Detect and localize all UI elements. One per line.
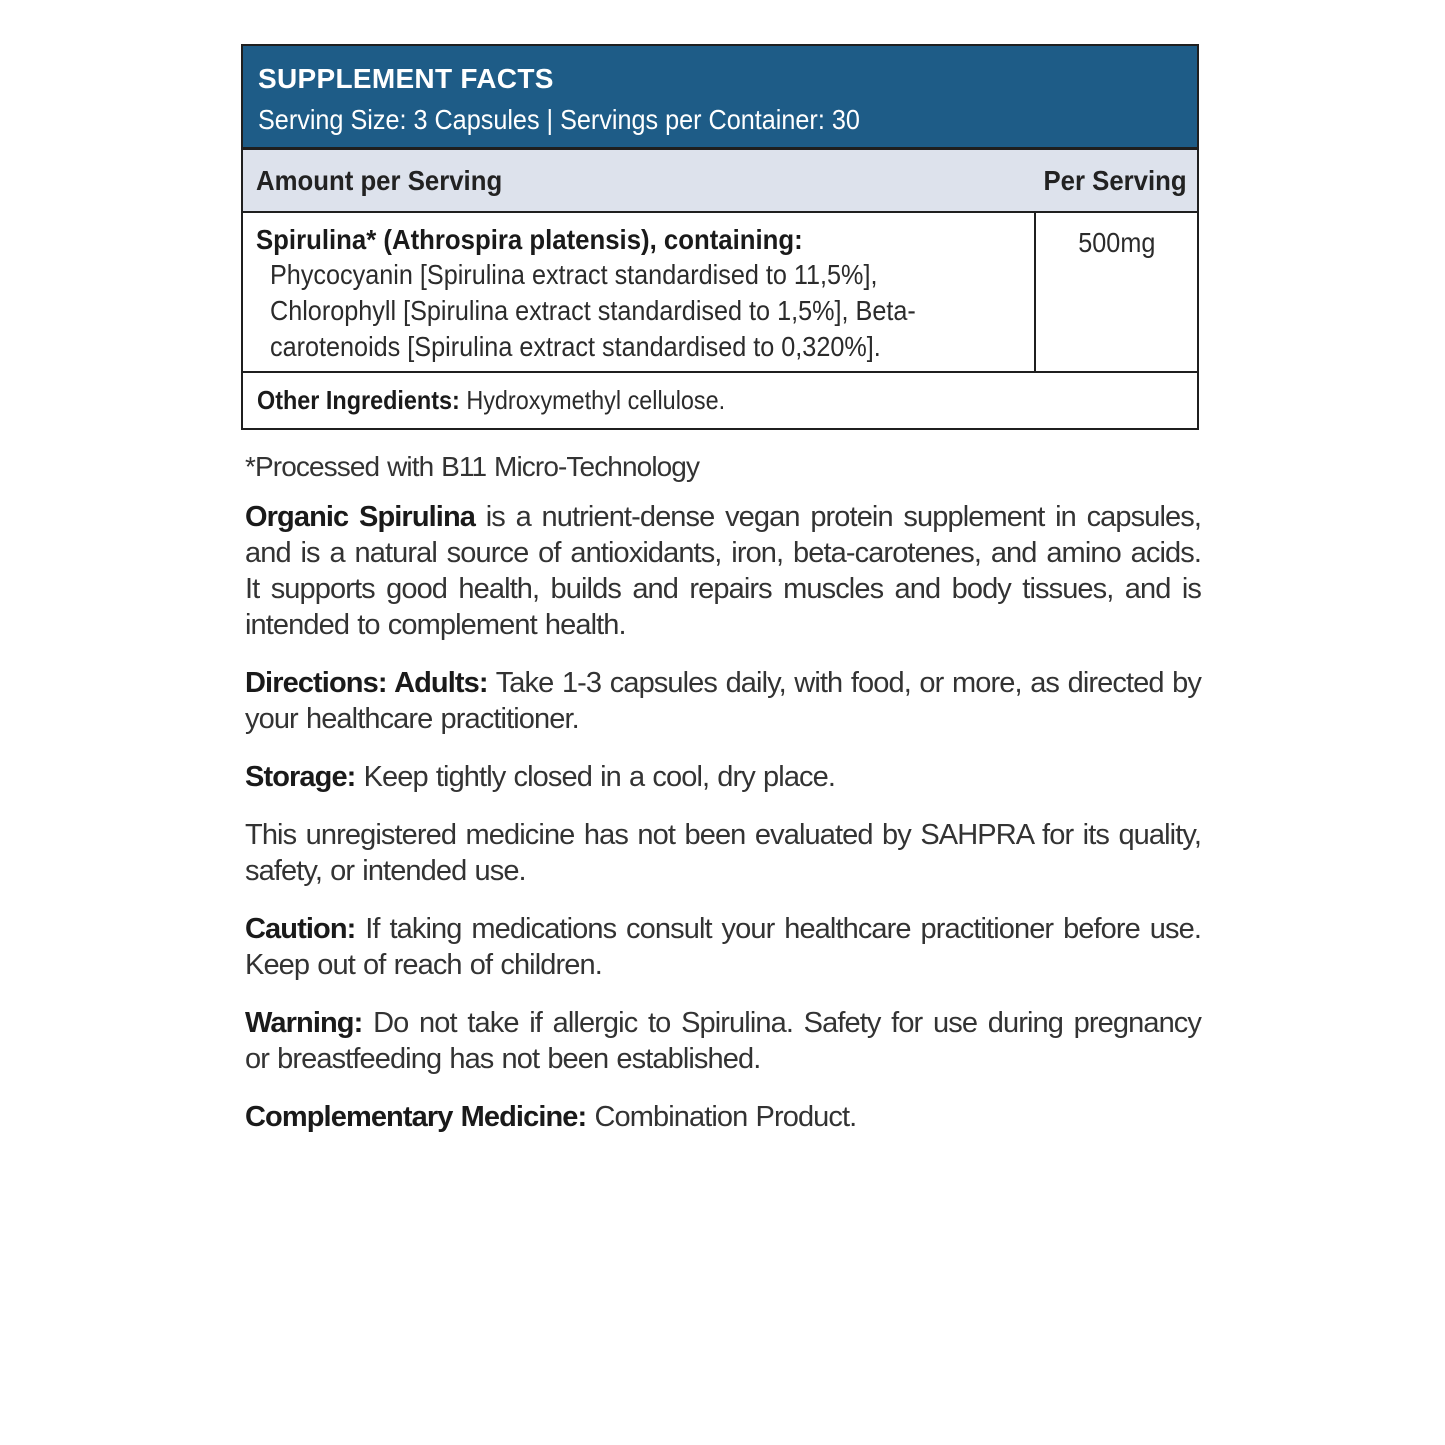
column-header-row: [243, 150, 1197, 213]
product-name: Organic Spirulina: [245, 501, 475, 533]
warning-paragraph: [245, 1005, 1201, 1077]
facts-header: [243, 46, 1197, 150]
per-serving-header: Per Serving: [1043, 164, 1187, 196]
ingredient-row: [243, 213, 1197, 373]
ingredient-description: [256, 257, 1022, 365]
ingredient-cell: [243, 213, 1036, 371]
other-ingredients-label: Other Ingredients:: [257, 385, 460, 415]
warning-text: Do not take if allergic to Spirulina. Safety for use during pregnancy or breastfeeding has not been established.: [245, 1007, 1201, 1075]
intro-paragraph: [245, 499, 1201, 643]
label-body-text: [245, 449, 1201, 1135]
ingredient-desc-line: Chlorophyll [Spirulina extract standardised to 1,5%], Beta-: [270, 295, 916, 326]
facts-title: SUPPLEMENT FACTS: [258, 63, 554, 94]
ingredient-desc-line: Phycocyanin [Spirulina extract standardised to 11,5%],: [270, 259, 878, 290]
storage-label: Storage:: [245, 761, 356, 793]
directions-text: Take 1-3 capsules daily, with food, or more, as directed by your healthcare practitioner.: [245, 667, 1201, 735]
directions-paragraph: [245, 665, 1201, 737]
complementary-medicine-paragraph: [245, 1099, 1201, 1135]
caution-paragraph: [245, 911, 1201, 983]
caution-label: Caution:: [245, 913, 356, 945]
amount-per-serving-header: Amount per Serving: [256, 164, 503, 196]
intro-text: is a nutrient-dense vegan protein supplement in capsules, and is a natural source of antioxidants, iron, beta-carotenes, and amino acids. It supports good health, builds and repairs muscles and body tissues, and is intended to complement health.: [245, 501, 1201, 641]
other-ingredients-value: Hydroxymethyl cellulose.: [459, 385, 726, 415]
sahpra-paragraph: [245, 817, 1201, 889]
storage-paragraph: [245, 759, 1201, 795]
directions-label: Directions: Adults:: [245, 667, 488, 699]
other-ingredients-row: [243, 373, 1197, 428]
storage-text: Keep tightly closed in a cool, dry place.: [355, 761, 836, 793]
serving-info: Serving Size: 3 Capsules | Servings per Container: 30: [258, 104, 860, 135]
warning-label: Warning:: [245, 1007, 363, 1039]
ingredient-amount-cell: [1036, 213, 1197, 371]
sahpra-text: This unregistered medicine has not been evaluated by SAHPRA for its quality, safety, or intended use.: [245, 819, 1201, 887]
footnote: *Processed with B11 Micro-Technology: [245, 451, 700, 482]
complementary-text: Combination Product.: [586, 1101, 857, 1133]
ingredient-desc-line: carotenoids [Spirulina extract standardised to 0,320%].: [270, 331, 881, 362]
supplement-facts-panel: [241, 44, 1199, 430]
ingredient-amount: 500mg: [1077, 227, 1156, 258]
ingredient-name: Spirulina* (Athrospira platensis), containing:: [256, 224, 803, 255]
caution-text: If taking medications consult your healthcare practitioner before use. Keep out of reach of children.: [245, 913, 1201, 981]
complementary-label: Complementary Medicine:: [245, 1101, 587, 1133]
